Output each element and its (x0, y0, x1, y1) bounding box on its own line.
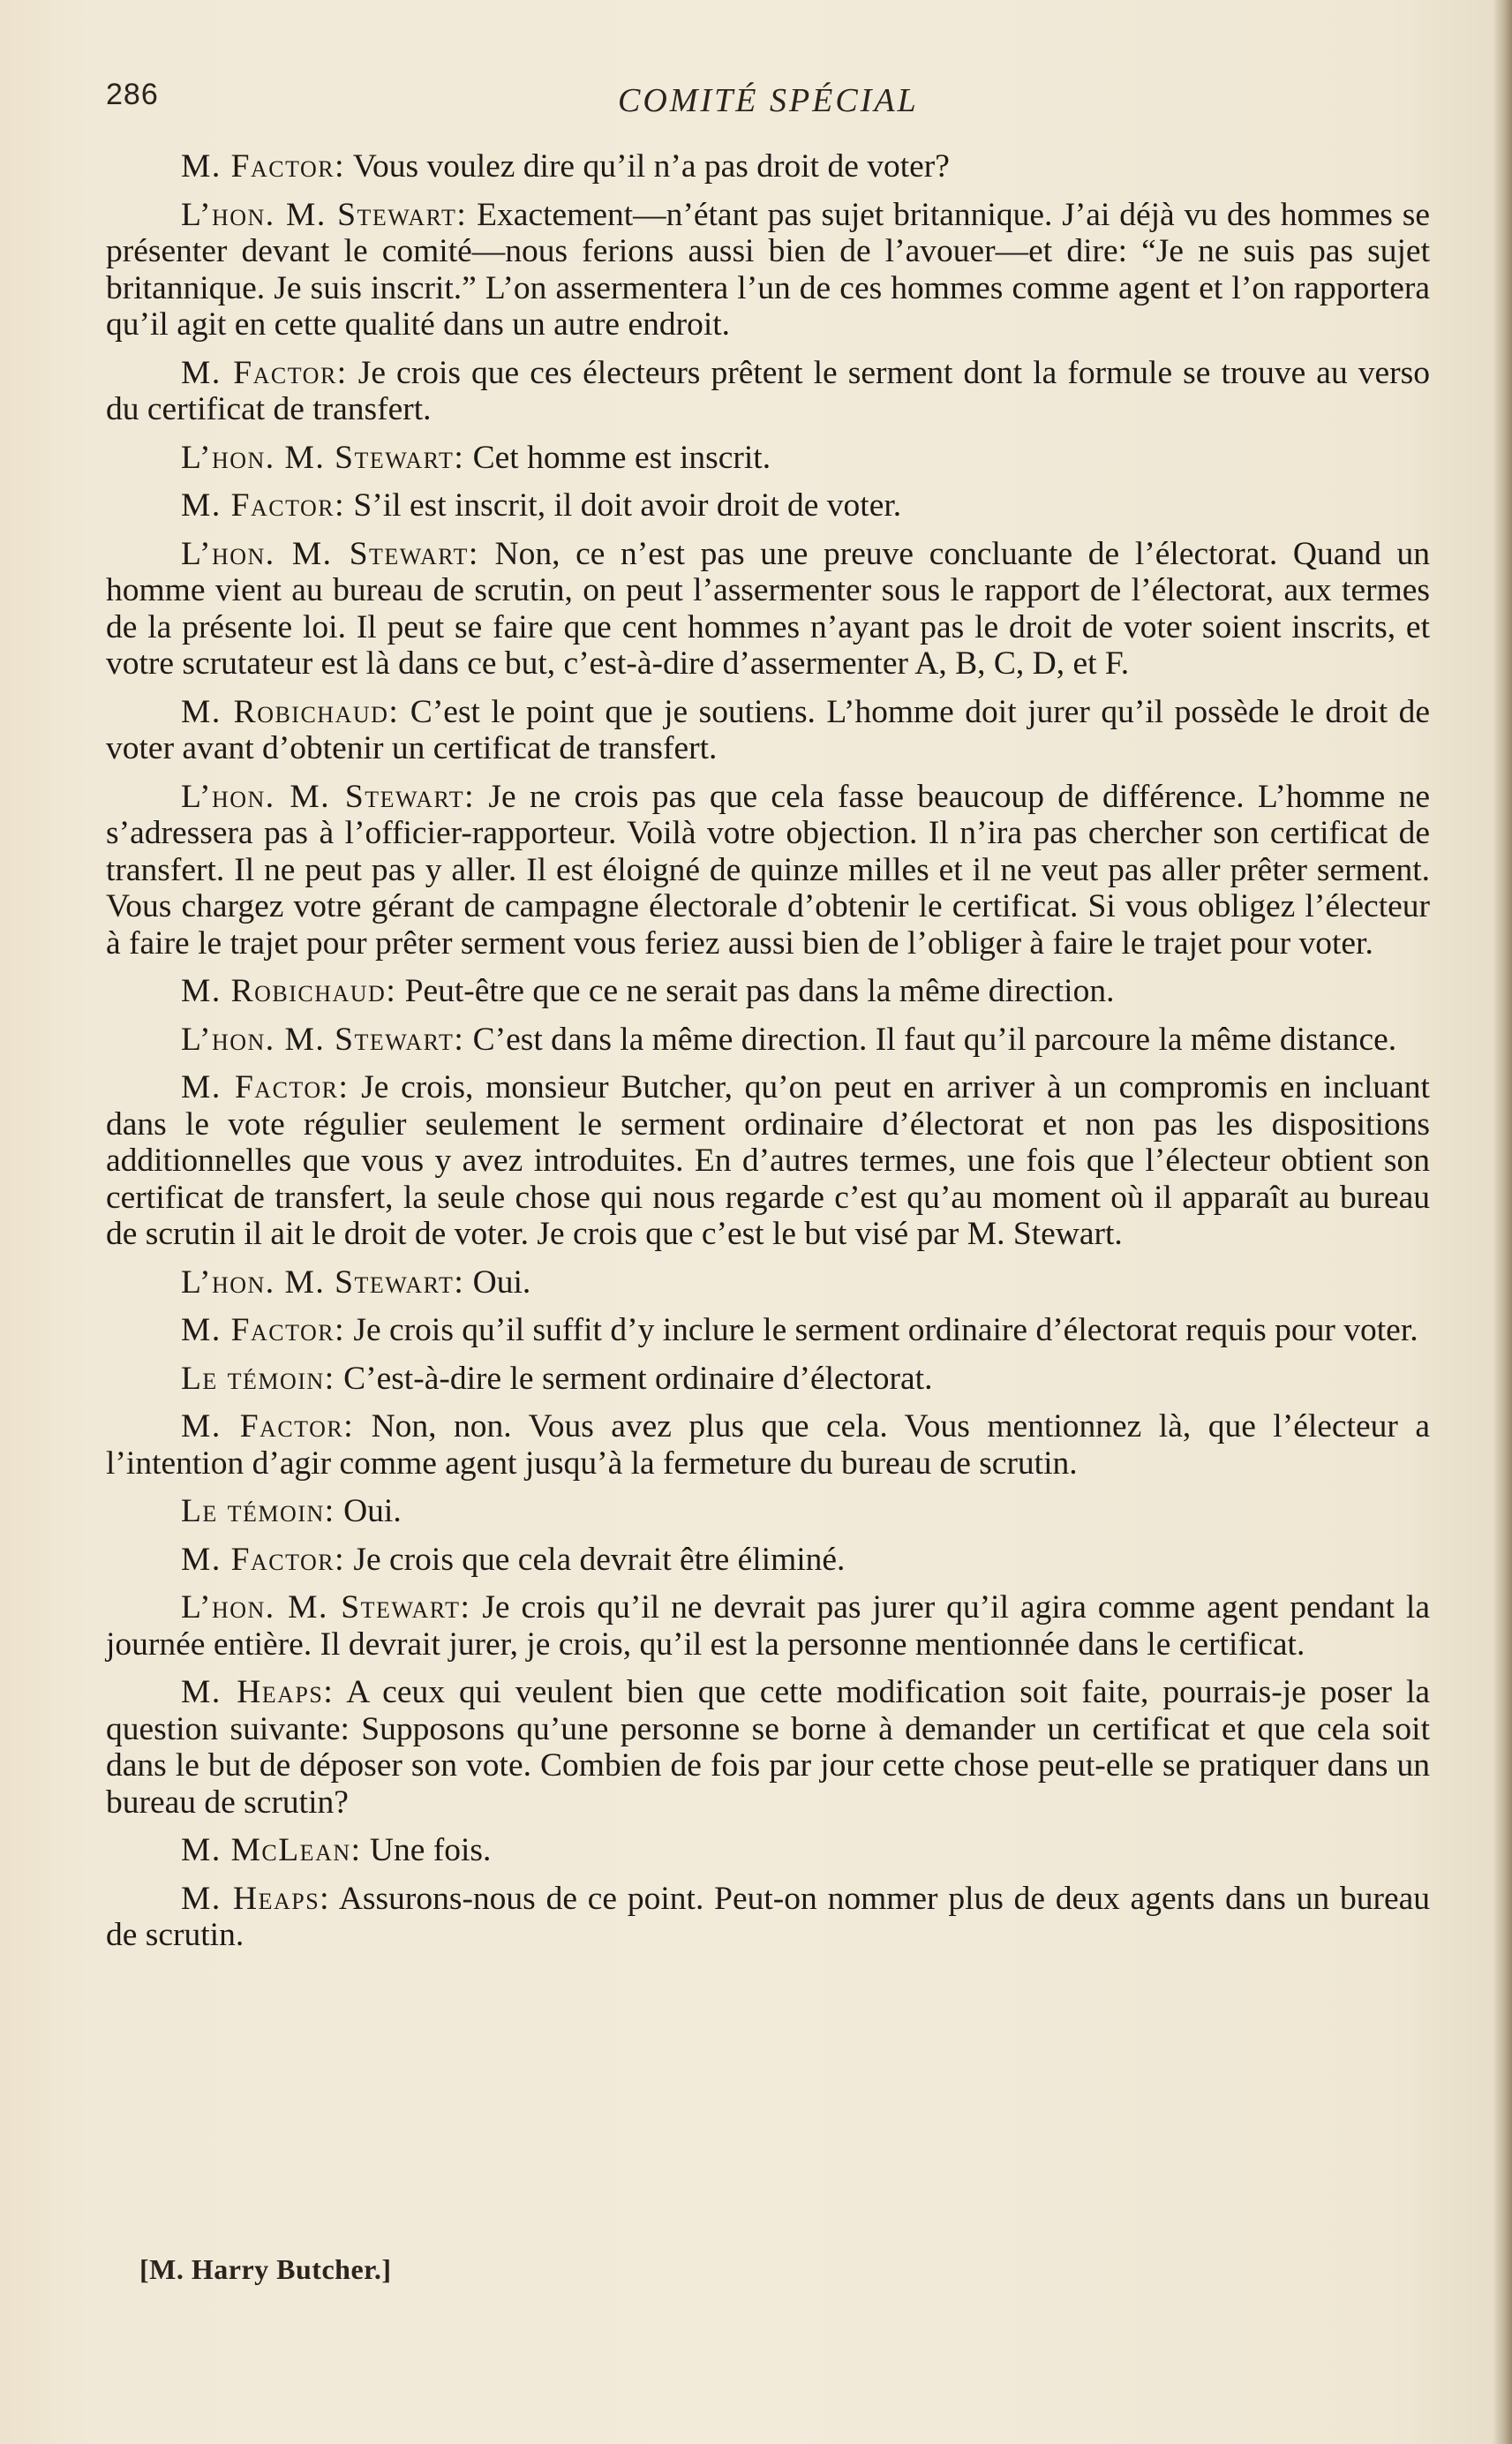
speech-text: C’est dans la même direction. Il faut qu’il parcoure la même distance. (464, 1021, 1397, 1058)
speaker-name: M. Robichaud: (181, 973, 397, 1009)
paragraph (106, 197, 1430, 343)
speech-text: Je crois, monsieur Butcher, qu’on peut en arriver à un compromis en incluant dans le vote régulier seulement le serment ordinaire d’électorat et non pas les dispositions additionnelles que vous y avez introduites. En d’autres termes, une fois que l’électeur obtient son certificat de transfert, la seule chose qui nous regarde c’est qu’au moment où il apparaît au bureau de scrutin il ait le droit de voter. Je crois que c’est le but visé par M. Stewart. (106, 1069, 1430, 1252)
speech-text: Je crois qu’il suffit d’y inclure le serment ordinaire d’électorat requis pour voter. (345, 1312, 1418, 1348)
speaker-name: L’hon. M. Stewart: (181, 196, 468, 233)
speaker-name: L’hon. M. Stewart: (181, 1021, 465, 1058)
speaker-name: M. Factor: (181, 148, 346, 185)
paragraph (106, 355, 1430, 428)
paragraph (106, 1361, 1430, 1398)
speaker-name: M. Factor: (181, 1069, 350, 1105)
speaker-name: L’hon. M. Stewart: (181, 1263, 465, 1301)
speech-text: A ceux qui veulent bien que cette modification soit faite, pourrais-je poser la question suivante: Supposons qu’une personne se borne à demander un certificat et que cela soit dans le but de déposer son vote. Combien de fois par jour cette chose peut-elle se pratiquer dans un bureau de scrutin? (106, 1674, 1431, 1821)
paragraph (106, 1264, 1430, 1301)
speech-text: Oui. (335, 1493, 402, 1529)
speaker-name: L’hon. M. Stewart: (181, 535, 479, 572)
body-text (106, 148, 1430, 1965)
paragraph (106, 148, 1430, 185)
running-title: COMITÉ SPÉCIAL (618, 82, 919, 119)
paragraph (106, 1589, 1430, 1663)
speaker-name: L’hon. M. Stewart: (181, 1589, 471, 1626)
paragraph (106, 440, 1430, 477)
speaker-name: Le témoin: (181, 1360, 335, 1397)
paragraph (106, 536, 1430, 683)
speaker-name: M. Factor: (181, 1312, 346, 1348)
paragraph (106, 1832, 1430, 1869)
speaker-name: M. Heaps: (181, 1674, 335, 1710)
speech-text: Une fois. (361, 1832, 492, 1868)
paragraph (106, 1069, 1430, 1253)
speech-text: C’est le point que je soutiens. L’homme doit jurer qu’il possède le droit de voter avant d’obtenir un certificat de transfert. (106, 693, 1431, 766)
speaker-name: M. Factor: (181, 1541, 346, 1578)
speech-text: Je crois que ces électeurs prêtent le serment dont la formule se trouve au verso du certificat de transfert. (106, 354, 1430, 427)
speaker-name: M. McLean: (181, 1832, 362, 1868)
paragraph (106, 1881, 1430, 1954)
speech-text: Vous voulez dire qu’il n’a pas droit de voter? (345, 148, 950, 185)
paragraph (106, 1312, 1430, 1349)
speech-text: S’il est inscrit, il doit avoir droit de voter. (345, 487, 902, 524)
paragraph (106, 1674, 1430, 1821)
speech-text: Peut-être que ce ne serait pas dans la même direction. (396, 973, 1115, 1009)
paragraph (106, 694, 1430, 767)
speaker-name: L’hon. M. Stewart: (181, 778, 476, 815)
speaker-name: M. Heaps: (181, 1880, 331, 1917)
paragraph (106, 487, 1430, 524)
page-header (106, 78, 1430, 127)
speech-text: Cet homme est inscrit. (464, 439, 771, 476)
speech-text: Je crois qu’il ne devrait pas jurer qu’il agira comme agent pendant la journée entière. Il devrait jurer, je crois, qu’il est la personne mentionnée dans le certificat. (106, 1589, 1430, 1663)
speech-text: Assurons-nous de ce point. Peut-on nommer plus de deux agents dans un bureau de scrutin. (106, 1880, 1431, 1953)
page-number: 286 (106, 78, 159, 111)
speech-text: Non, ce n’est pas une preuve concluante de l’électorat. Quand un homme vient au bureau de scrutin, on peut l’assermenter sous le rapport de l’électorat, aux termes de la présente loi. Il peut se faire que cent hommes n’ayant pas le droit de voter soient inscrits, et votre scrutateur est là dans ce but, c’est-à-dire d’assermenter A, B, C, D, et F. (106, 535, 1430, 682)
binding-edge (1493, 0, 1512, 2444)
speech-text: Je crois que cela devrait être éliminé. (345, 1541, 846, 1578)
paragraph (106, 973, 1430, 1010)
speaker-name: L’hon. M. Stewart: (181, 439, 465, 476)
speaker-name: Le témoin: (181, 1493, 335, 1529)
speech-text: Non, non. Vous avez plus que cela. Vous mentionnez là, que l’électeur a l’intention d’agir comme agent jusqu’à la fermeture du bureau de scrutin. (106, 1408, 1430, 1482)
speaker-name: M. Factor: (181, 354, 348, 391)
speech-text: Oui. (464, 1263, 531, 1301)
paragraph (106, 1493, 1430, 1530)
witness-footnote: [M. Harry Butcher.] (139, 2253, 392, 2285)
speech-text: Exactement—n’étant pas sujet britannique. J’ai déjà vu des hommes se présenter devant le comité—nous ferions aussi bien de l’avouer—et dire: “Je ne suis pas sujet britannique. Je suis inscrit.” L’on assermentera l’un de ces hommes comme agent et l’on rapportera qu’il agit en cette qualité dans un autre endroit. (106, 196, 1430, 343)
speaker-name: M. Robichaud: (181, 693, 400, 730)
paragraph (106, 1022, 1430, 1059)
speech-text: Je ne crois pas que cela fasse beaucoup de différence. L’homme ne s’adressera pas à l’officier-rapporteur. Voilà votre objection. Il n’ira pas chercher son certificat de transfert. Il ne peut pas y aller. Il est éloigné de quinze milles et il ne veut pas aller prêter serment. Vous chargez votre gérant de campagne électorale d’obtenir le certificat. Si vous obligez l’électeur à faire le trajet pour prêter serment vous feriez aussi bien de l’obliger à faire le trajet pour voter. (106, 778, 1430, 962)
paragraph (106, 1408, 1430, 1482)
speaker-name: M. Factor: (181, 1408, 355, 1445)
speech-text: C’est-à-dire le serment ordinaire d’électorat. (335, 1360, 933, 1397)
speaker-name: M. Factor: (181, 487, 346, 524)
paragraph (106, 1542, 1430, 1579)
paragraph (106, 779, 1430, 962)
